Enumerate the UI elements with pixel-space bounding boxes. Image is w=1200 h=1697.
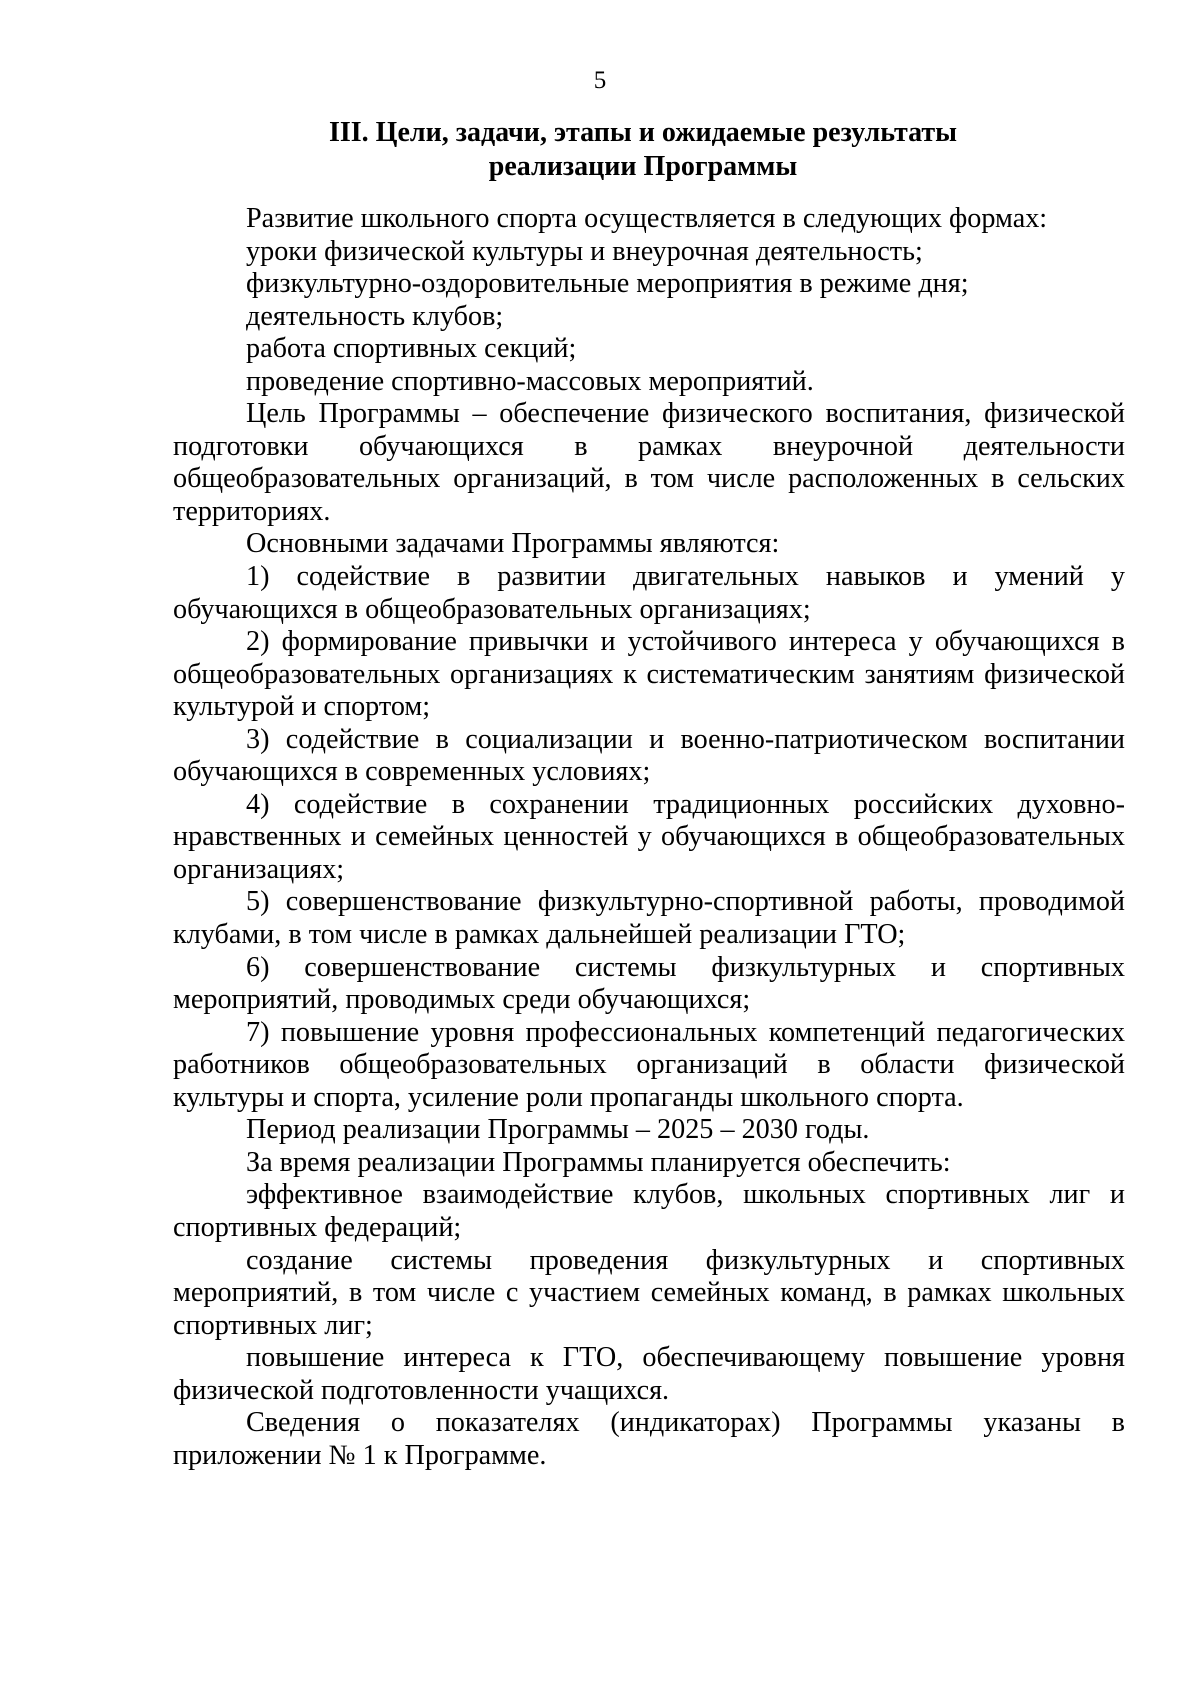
paragraph-task-7: 7) повышение уровня профессиональных компетенций педагогических работников общеобразовательных организаций в области физической культуры и спорта, усиление роли пропаганды школьного спорта. (173, 1016, 1125, 1113)
paragraph-form-health-activities: физкультурно-оздоровительные мероприятия в режиме дня; (246, 268, 969, 300)
paragraph-task-4: 4) содействие в сохранении традиционных российских духовно-нравственных и семейных ценностей у обучающихся в общеобразовательных организациях; (173, 788, 1125, 885)
section-heading (160, 116, 1126, 184)
paragraph-task-2: 2) формирование привычки и устойчивого интереса у обучающихся в общеобразовательных организациях к систематическим занятиям физической культурой и спортом; (173, 626, 1125, 723)
paragraph-program-period: Период реализации Программы – 2025 – 2030 годы. (246, 1114, 870, 1146)
paragraph-form-sections: работа спортивных секций; (246, 333, 577, 365)
section-heading-line-1: III. Цели, задачи, этапы и ожидаемые результаты (328, 117, 957, 148)
page-number: 5 (593, 67, 607, 94)
paragraph-result-1: эффективное взаимодействие клубов, школьных спортивных лиг и спортивных федераций; (173, 1179, 1125, 1243)
paragraph-forms-intro: Развитие школьного спорта осуществляется в следующих формах: (246, 203, 1048, 234)
paragraph-form-lessons: уроки физической культуры и внеурочная деятельность; (246, 235, 923, 267)
paragraph-task-3: 3) содействие в социализации и военно-патриотическом воспитании обучающихся в современных условиях; (173, 723, 1125, 788)
paragraph-results-intro: За время реализации Программы планируется обеспечить: (246, 1146, 951, 1178)
paragraph-indicators-reference: Сведения о показателях (индикаторах) Программы указаны в приложении № 1 к Программе. (173, 1407, 1125, 1471)
paragraph-result-3: повышение интереса к ГТО, обеспечивающему повышение уровня физической подготовленности учащихся. (173, 1342, 1125, 1406)
paragraph-form-clubs: деятельность клубов; (246, 300, 504, 332)
paragraph-result-2: создание системы проведения физкультурных и спортивных мероприятий, в том числе с участием семейных команд, в рамках школьных спортивных лиг; (173, 1244, 1125, 1341)
paragraph-task-1: 1) содействие в развитии двигательных навыков и умений у обучающихся в общеобразовательных организациях; (173, 561, 1125, 625)
section-heading-line-2: реализации Программы (488, 151, 798, 182)
paragraph-form-mass-events: проведение спортивно-массовых мероприятий. (246, 365, 814, 397)
section-body (173, 203, 1125, 1472)
paragraph-program-goal: Цель Программы – обеспечение физического воспитания, физической подготовки обучающихся в рамках внеурочной деятельности общеобразовательных организаций, в том числе расположенных в сельских территориях. (173, 398, 1125, 527)
paragraph-tasks-intro: Основными задачами Программы являются: (246, 528, 780, 560)
paragraph-task-5: 5) совершенствование физкультурно-спортивной работы, проводимой клубами, в том числе в рамках дальнейшей реализации ГТО; (173, 886, 1125, 951)
paragraph-task-6: 6) совершенствование системы физкультурных и спортивных мероприятий, проводимых среди обучающихся; (173, 951, 1125, 1016)
